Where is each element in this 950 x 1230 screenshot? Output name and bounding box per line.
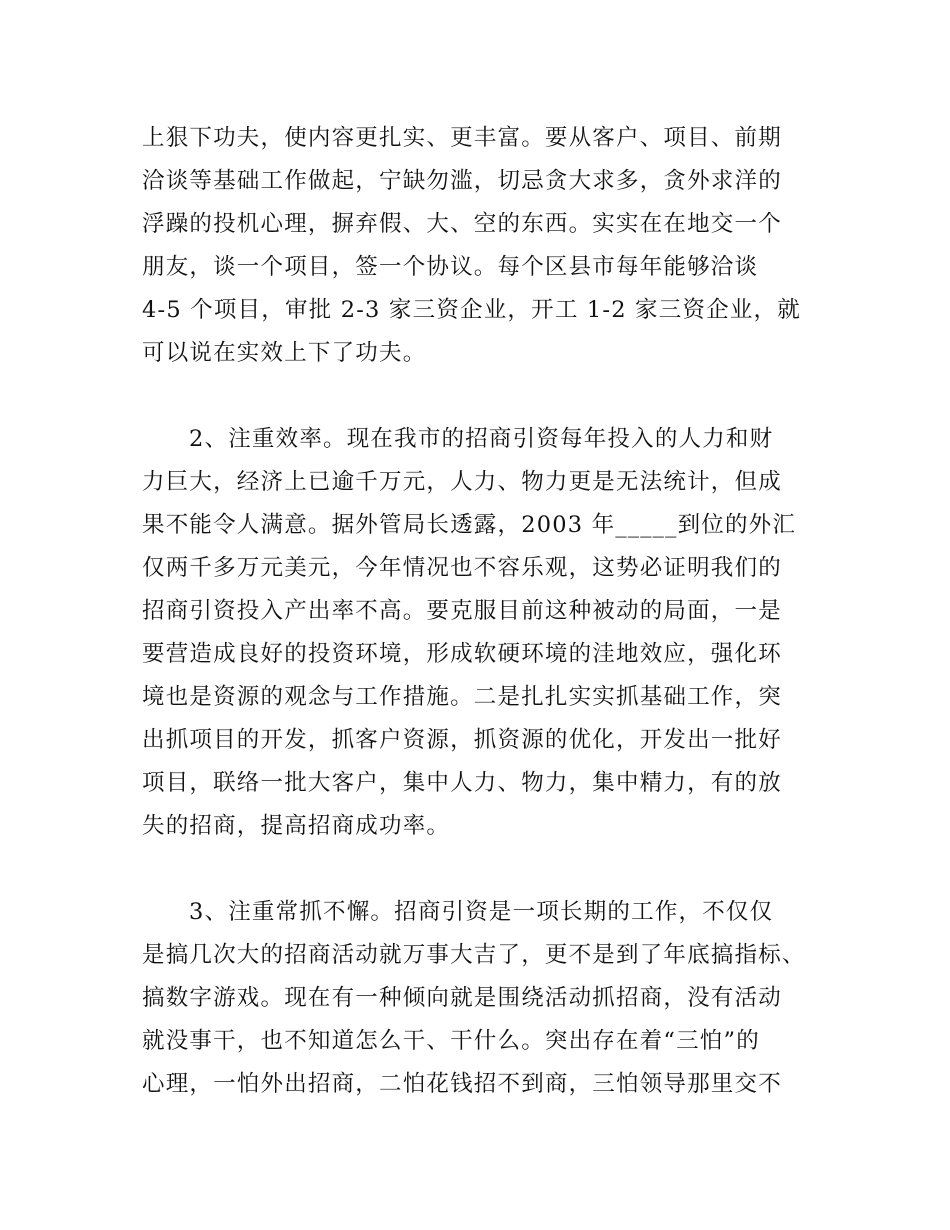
paragraph-line: 境也是资源的观念与工作措施。二是扎扎实实抓基础工作，突: [142, 684, 782, 710]
paragraph-line: 招商引资投入产出率不高。要克服目前这种被动的局面，一是: [142, 598, 782, 624]
paragraph-line: 项目，联络一批大客户，集中人力、物力，集中精力，有的放: [142, 770, 782, 796]
paragraph-line: 果不能令人满意。据外管局长透露，2003 年_____到位的外汇: [142, 512, 797, 538]
paragraph-line: 失的招商，提高招商成功率。: [142, 813, 451, 839]
paragraph-line: 是搞几次大的招商活动就万事大吉了，更不是到了年底搞指标、: [142, 942, 806, 968]
paragraph-line: 4-5 个项目，审批 2-3 家三资企业，开工 1-2 家三资企业，就: [142, 297, 801, 323]
paragraph-line: 搞数字游戏。现在有一种倾向就是围绕活动抓招商，没有活动: [142, 985, 782, 1011]
paragraph-line: 朋友，谈一个项目，签一个协议。每个区县市每年能够洽谈: [142, 254, 759, 280]
paragraph-line: 浮躁的投机心理，摒弃假、大、空的东西。实实在在地交一个: [142, 211, 782, 237]
paragraph-line: 仅两千多万元美元，今年情况也不容乐观，这势必证明我们的: [142, 555, 782, 581]
paragraph-line: 可以说在实效上下了功夫。: [142, 340, 427, 366]
paragraph-line: 洽谈等基础工作做起，宁缺勿滥，切忌贪大求多，贪外求洋的: [142, 168, 782, 194]
paragraph-line: 力巨大，经济上已逾千万元，人力、物力更是无法统计，但成: [142, 469, 782, 495]
paragraph-line: 上狠下功夫，使内容更扎实、更丰富。要从客户、项目、前期: [142, 125, 782, 151]
paragraph-line: 要营造成良好的投资环境，形成软硬环境的洼地效应，强化环: [142, 641, 782, 667]
paragraph-line: 2、注重效率。现在我市的招商引资每年投入的人力和财: [189, 426, 774, 452]
paragraph-line: 3、注重常抓不懈。招商引资是一项长期的工作，不仅仅: [189, 899, 774, 925]
paragraph-line: 出抓项目的开发，抓客户资源，抓资源的优化，开发出一批好: [142, 727, 782, 753]
paragraph-line: 就没事干，也不知道怎么干、干什么。突出存在着“三怕”的: [142, 1028, 760, 1054]
paragraph-line: 心理，一怕外出招商，二怕花钱招不到商，三怕领导那里交不: [142, 1071, 782, 1097]
